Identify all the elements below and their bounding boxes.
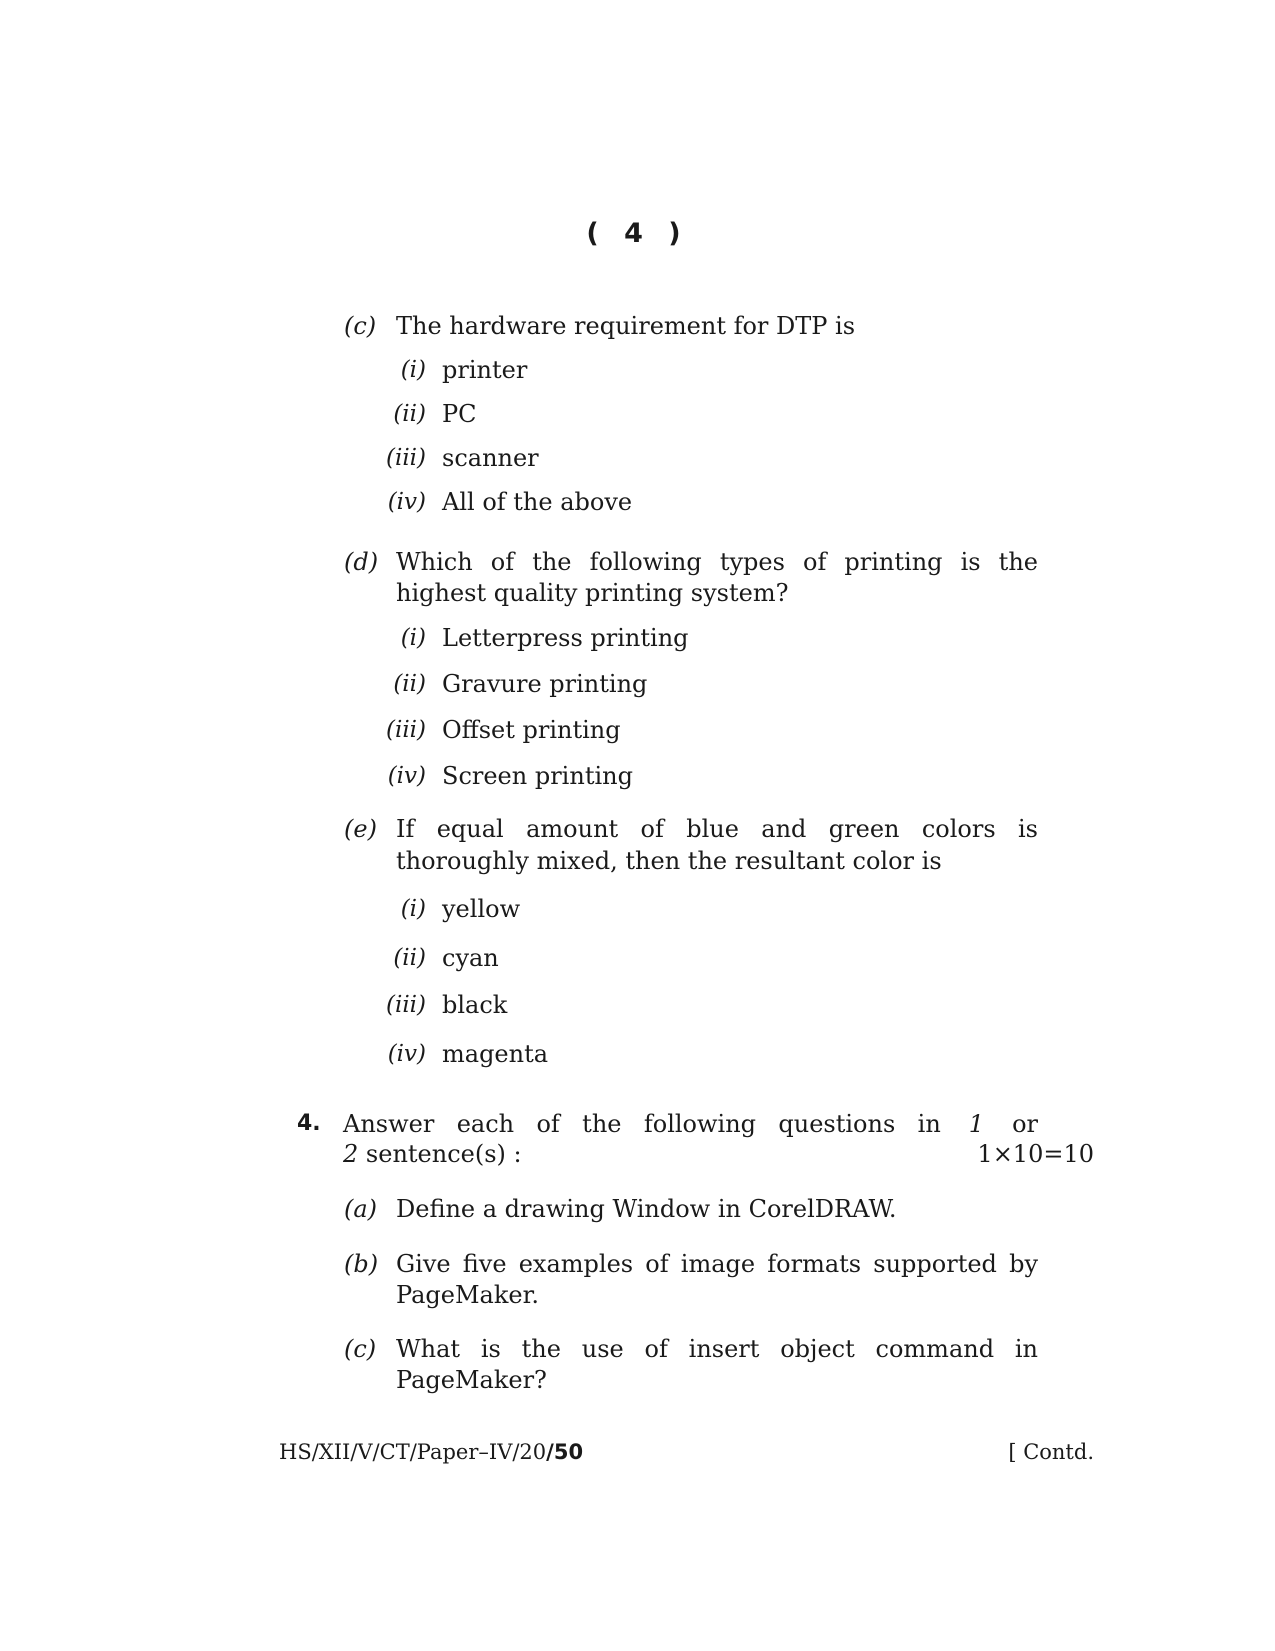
option-text: black: [442, 991, 508, 1019]
option-number: (i): [400, 896, 426, 922]
option-number: (iv): [387, 489, 426, 515]
option-text: Screen printing: [442, 762, 633, 790]
option-number: (iii): [385, 445, 426, 471]
question-text: highest quality printing system?: [396, 579, 789, 607]
option-number: (i): [400, 625, 426, 651]
option-number: (ii): [393, 671, 426, 697]
option-number: (iii): [385, 717, 426, 743]
option-text: yellow: [442, 895, 521, 923]
question-text: If equal amount of blue and green colors is: [396, 815, 1038, 843]
option-text: cyan: [442, 944, 499, 972]
paper-code: [279, 1438, 583, 1466]
question-text: What is the use of insert object command in: [396, 1335, 1038, 1363]
item-label: (c): [344, 1335, 377, 1363]
option-text: magenta: [442, 1040, 549, 1068]
q4-line1-words: [343, 1109, 969, 1139]
item-label: (e): [344, 815, 377, 843]
option-text: Gravure printing: [442, 670, 648, 698]
question-text: PageMaker.: [396, 1281, 540, 1309]
item-label: (b): [344, 1250, 379, 1278]
page-number: ( 4 ): [586, 218, 689, 249]
option-text: All of the above: [442, 488, 633, 516]
question-text: PageMaker?: [396, 1366, 547, 1394]
option-number: (ii): [393, 401, 426, 427]
item-label: (a): [344, 1195, 378, 1223]
question-text: [343, 1139, 522, 1169]
q4-line1-number: 1: [968, 1110, 985, 1138]
question-number: 4.: [297, 1111, 321, 1136]
question-text: [343, 1109, 1038, 1139]
item-label: (c): [344, 312, 377, 340]
option-text: Offset printing: [442, 716, 621, 744]
q4-line1-text: Answer each of the following questions in: [343, 1110, 941, 1138]
option-text: scanner: [442, 444, 539, 472]
option-text: Letterpress printing: [442, 624, 689, 652]
q4-line2-text: sentence(s) :: [365, 1140, 522, 1168]
option-number: (iv): [387, 1041, 426, 1067]
paper-code-text: HS/XII/V/CT/Paper–IV/20: [279, 1440, 547, 1464]
question-text: Give five examples of image formats supported by: [396, 1250, 1038, 1278]
q4-line1-or: or: [1012, 1110, 1038, 1138]
question-text: Which of the following types of printing is the: [396, 548, 1038, 576]
option-number: (ii): [393, 945, 426, 971]
question-text: thoroughly mixed, then the resultant color is: [396, 847, 942, 875]
question-text: The hardware requirement for DTP is: [396, 312, 856, 340]
option-number: (iii): [385, 992, 426, 1018]
option-number: (i): [400, 357, 426, 383]
option-text: PC: [442, 400, 477, 428]
option-number: (iv): [387, 763, 426, 789]
contd-label: [ Contd.: [1008, 1440, 1094, 1464]
marks: 1×10=10: [977, 1140, 1094, 1168]
paper-code-bold: /50: [546, 1440, 584, 1464]
q4-line2-number: 2: [343, 1140, 359, 1168]
question-text: Define a drawing Window in CorelDRAW.: [396, 1195, 897, 1223]
item-label: (d): [344, 548, 379, 576]
option-text: printer: [442, 356, 528, 384]
